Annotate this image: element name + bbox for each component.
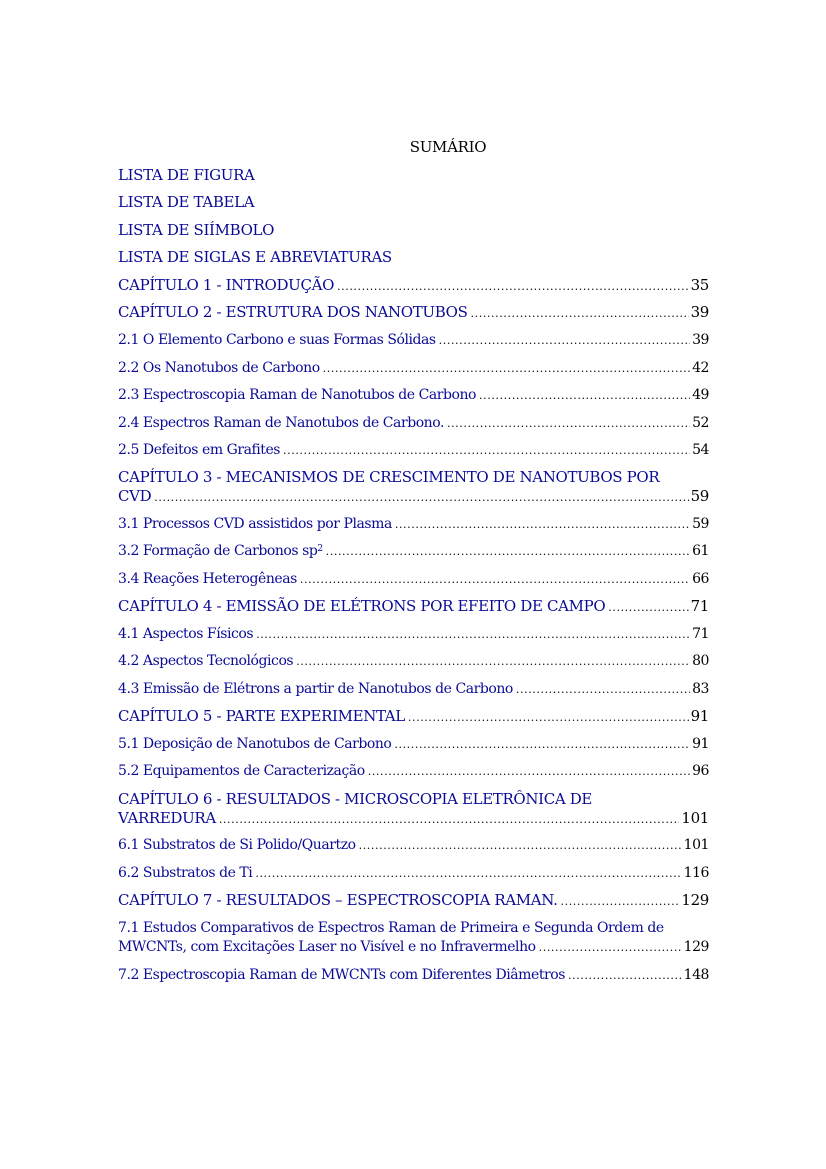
toc-page-number: 39 [692, 332, 709, 348]
toc-entry-label: 3.4 Reações Heterogêneas [118, 571, 297, 587]
toc-entry-section-4-1[interactable] [118, 625, 709, 644]
dot-leader [296, 652, 690, 671]
toc-page-number: 101 [683, 837, 709, 853]
toc-page-number: 91 [690, 707, 709, 725]
dot-leader [326, 542, 690, 561]
dot-leader [256, 625, 690, 644]
toc-entry-label: 4.1 Aspectos Físicos [118, 626, 254, 642]
toc-entry-label: CAPÍTULO 1 - INTRODUÇÃO [118, 276, 335, 294]
toc-page-number: 129 [683, 939, 709, 955]
toc-entry-label: 7.2 Espectroscopia Raman de MWCNTs com Diferentes Diâmetros [118, 967, 565, 983]
toc-page-number: 52 [692, 415, 709, 431]
toc-entry-label: 6.1 Substratos de Si Polido/Quartzo [118, 837, 356, 853]
toc-entry-label: CAPÍTULO 2 - ESTRUTURA DOS NANOTUBOS [118, 303, 468, 321]
dot-leader [471, 304, 689, 323]
dot-leader [447, 414, 690, 433]
page-title: SUMÁRIO [409, 138, 487, 156]
dot-leader [479, 386, 690, 405]
toc-page-number: 39 [690, 303, 709, 321]
dot-leader [359, 836, 682, 855]
toc-entry-label: 3.1 Processos CVD assistidos por Plasma [118, 516, 392, 532]
dot-leader [561, 892, 680, 911]
toc-entry-section-2-2[interactable] [118, 359, 709, 378]
toc-page-number: 71 [690, 597, 709, 615]
dot-leader [608, 598, 688, 617]
toc-entry-label: 2.3 Espectroscopia Raman de Nanotubos de Carbono [118, 387, 477, 403]
toc-entry-section-2-5[interactable] [118, 441, 709, 460]
toc-entry-section-2-3[interactable] [118, 386, 709, 405]
toc-entry-label: CAPÍTULO 4 - EMISSÃO DE ELÉTRONS POR EFEITO DE CAMPO [118, 597, 606, 615]
toc-entry-chapter-2[interactable] [118, 303, 709, 323]
toc-entry-label: 2.4 Espectros Raman de Nanotubos de Carbono. [118, 415, 444, 431]
toc-page-number: 61 [692, 543, 709, 559]
toc-page-number: 116 [683, 865, 709, 881]
toc-page-number: 148 [683, 967, 709, 983]
toc-entry-label-line2: VARREDURA [118, 809, 216, 827]
toc-entry-section-3-2[interactable] [118, 542, 709, 561]
toc-entry-label: CAPÍTULO 7 - RESULTADOS – ESPECTROSCOPIA RAMAN. [118, 891, 558, 909]
dot-leader [337, 277, 689, 296]
toc-page-number: 80 [692, 653, 709, 669]
toc-page-number: 96 [692, 763, 709, 779]
dot-leader [255, 864, 681, 883]
dot-leader [539, 938, 682, 957]
toc-entry-label: 2.5 Defeitos em Grafites [118, 442, 281, 458]
toc-link-list-figures[interactable]: LISTA DE FIGURA [118, 166, 255, 184]
toc-entry-section-7-1[interactable] [118, 919, 709, 957]
toc-page-number: 49 [692, 387, 709, 403]
toc-page-number: 129 [681, 891, 709, 909]
superscript: 2 [317, 544, 323, 554]
toc-entry-section-6-1[interactable] [118, 836, 709, 855]
toc-page-number: 59 [690, 487, 709, 505]
dot-leader [568, 966, 682, 985]
toc-page-number: 35 [690, 276, 709, 294]
dot-leader [368, 762, 690, 781]
dot-leader [219, 810, 680, 829]
toc-entry-label: 4.3 Emissão de Elétrons a partir de Nanotubos de Carbono [118, 681, 513, 697]
toc-entry-label: 4.2 Aspectos Tecnológicos [118, 653, 294, 669]
toc-entry-label-line1: CAPÍTULO 6 - RESULTADOS - MICROSCOPIA ELETRÔNICA DE [118, 790, 593, 808]
toc-entry-label-line1: CAPÍTULO 3 - MECANISMOS DE CRESCIMENTO DE NANOTUBOS POR [118, 468, 660, 486]
dot-leader [283, 441, 690, 460]
dot-leader [395, 515, 690, 534]
toc-entry-label: 6.2 Substratos de Ti [118, 865, 253, 881]
toc-entry-chapter-6[interactable] [118, 790, 709, 829]
toc-entry-section-4-3[interactable] [118, 680, 709, 699]
toc-entry-label: 5.1 Deposição de Nanotubos de Carbono [118, 736, 392, 752]
toc-page-number: 91 [692, 736, 709, 752]
toc-page-number: 42 [692, 360, 709, 376]
toc-entry-label: CAPÍTULO 5 - PARTE EXPERIMENTAL [118, 707, 405, 725]
toc-page-number: 101 [681, 809, 709, 827]
dot-leader [300, 570, 690, 589]
dot-leader [154, 488, 688, 507]
toc-page-number: 66 [692, 571, 709, 587]
toc-link-list-tables[interactable]: LISTA DE TABELA [118, 193, 255, 211]
toc-entry-section-3-4[interactable] [118, 570, 709, 589]
toc-entry-section-7-2[interactable] [118, 966, 709, 985]
toc-entry-label: 5.2 Equipamentos de Caracterização [118, 763, 365, 779]
toc-entry-section-6-2[interactable] [118, 864, 709, 883]
toc-entry-section-2-4[interactable] [118, 414, 709, 433]
toc-entry-label-line2: CVD [118, 487, 152, 505]
dot-leader [439, 331, 690, 350]
toc-entry-label: 3.2 Formação de Carbonos $sp^2$ [118, 543, 323, 559]
toc-link-list-symbols[interactable]: LISTA DE SIÍMBOLO [118, 221, 275, 239]
toc-entry-chapter-1[interactable] [118, 276, 709, 296]
toc-entry-section-4-2[interactable] [118, 652, 709, 671]
toc-entry-label: 2.2 Os Nanotubos de Carbono [118, 360, 320, 376]
dot-leader [516, 680, 690, 699]
toc-page-number: 54 [692, 442, 709, 458]
toc-entry-label-line2: MWCNTs, com Excitações Laser no Visível e no Infravermelho [118, 939, 536, 955]
toc-entry-chapter-5[interactable] [118, 707, 709, 727]
toc-page-number: 59 [692, 516, 709, 532]
toc-entry-label-line1: 7.1 Estudos Comparativos de Espectros Raman de Primeira e Segunda Ordem de [118, 920, 664, 936]
toc-entry-section-5-2[interactable] [118, 762, 709, 781]
toc-entry-chapter-7[interactable] [118, 891, 709, 911]
toc-link-list-abbreviations[interactable]: LISTA DE SIGLAS E ABREVIATURAS [118, 248, 392, 266]
toc-entry-label: 2.1 O Elemento Carbono e suas Formas Sólidas [118, 332, 436, 348]
toc-entry-section-3-1[interactable] [118, 515, 709, 534]
toc-entry-chapter-4[interactable] [118, 597, 709, 617]
dot-leader [394, 735, 690, 754]
toc-entry-chapter-3[interactable] [118, 468, 709, 507]
toc-entry-section-2-1[interactable] [118, 331, 709, 350]
dot-leader [408, 708, 689, 727]
toc-page-number: 71 [692, 626, 709, 642]
dot-leader [323, 359, 690, 378]
toc-entry-section-5-1[interactable] [118, 735, 709, 754]
toc-page-number: 83 [692, 681, 709, 697]
